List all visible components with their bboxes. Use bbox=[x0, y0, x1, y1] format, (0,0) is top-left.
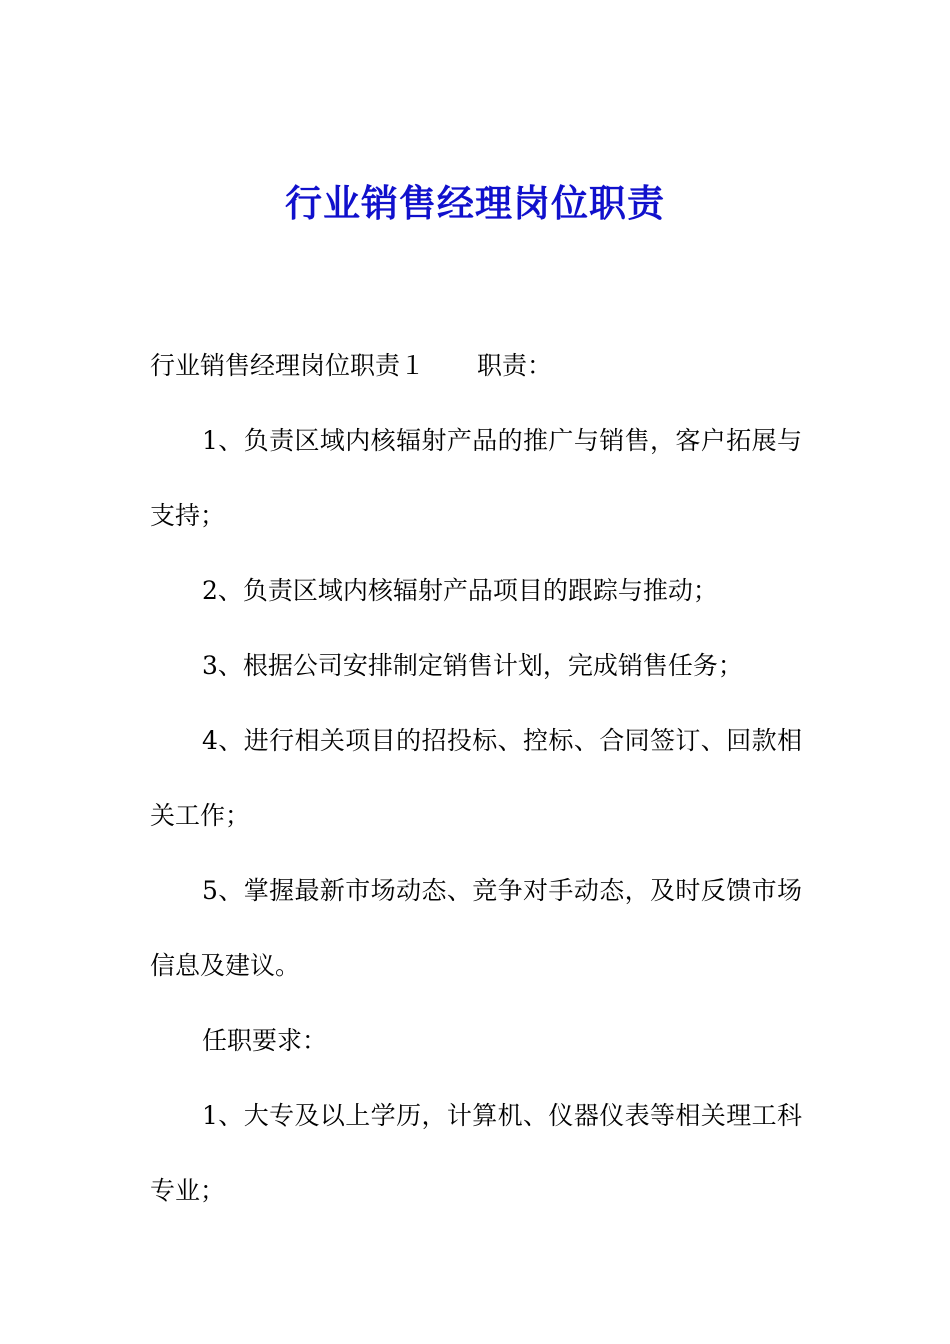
heading-line-label: 职责： bbox=[477, 351, 553, 380]
paragraph-duty-2: 2、负责区域内核辐射产品项目的跟踪与推动； bbox=[202, 576, 718, 605]
paragraph-duty-5: 5、掌握最新市场动态、竞争对手动态，及时反馈市场信息及建议。 bbox=[150, 876, 802, 980]
paragraph-requirement-1: 1、大专及以上学历，计算机、仪器仪表等相关理工科专业； bbox=[150, 1101, 802, 1205]
heading-line bbox=[150, 328, 802, 403]
paragraph-requirements-heading: 任职要求： bbox=[202, 1026, 328, 1055]
document-body bbox=[150, 328, 802, 1228]
document-title: 行业销售经理岗位职责 bbox=[285, 182, 665, 225]
paragraph-duty-3: 3、根据公司安排制定销售计划，完成销售任务； bbox=[202, 651, 743, 680]
heading-line-lead: 行业销售经理岗位职责１ bbox=[150, 351, 426, 380]
paragraph-duty-1: 1、负责区域内核辐射产品的推广与销售，客户拓展与支持； bbox=[150, 426, 802, 530]
paragraph-duty-4: 4、进行相关项目的招投标、控标、合同签订、回款相关工作； bbox=[150, 726, 802, 830]
